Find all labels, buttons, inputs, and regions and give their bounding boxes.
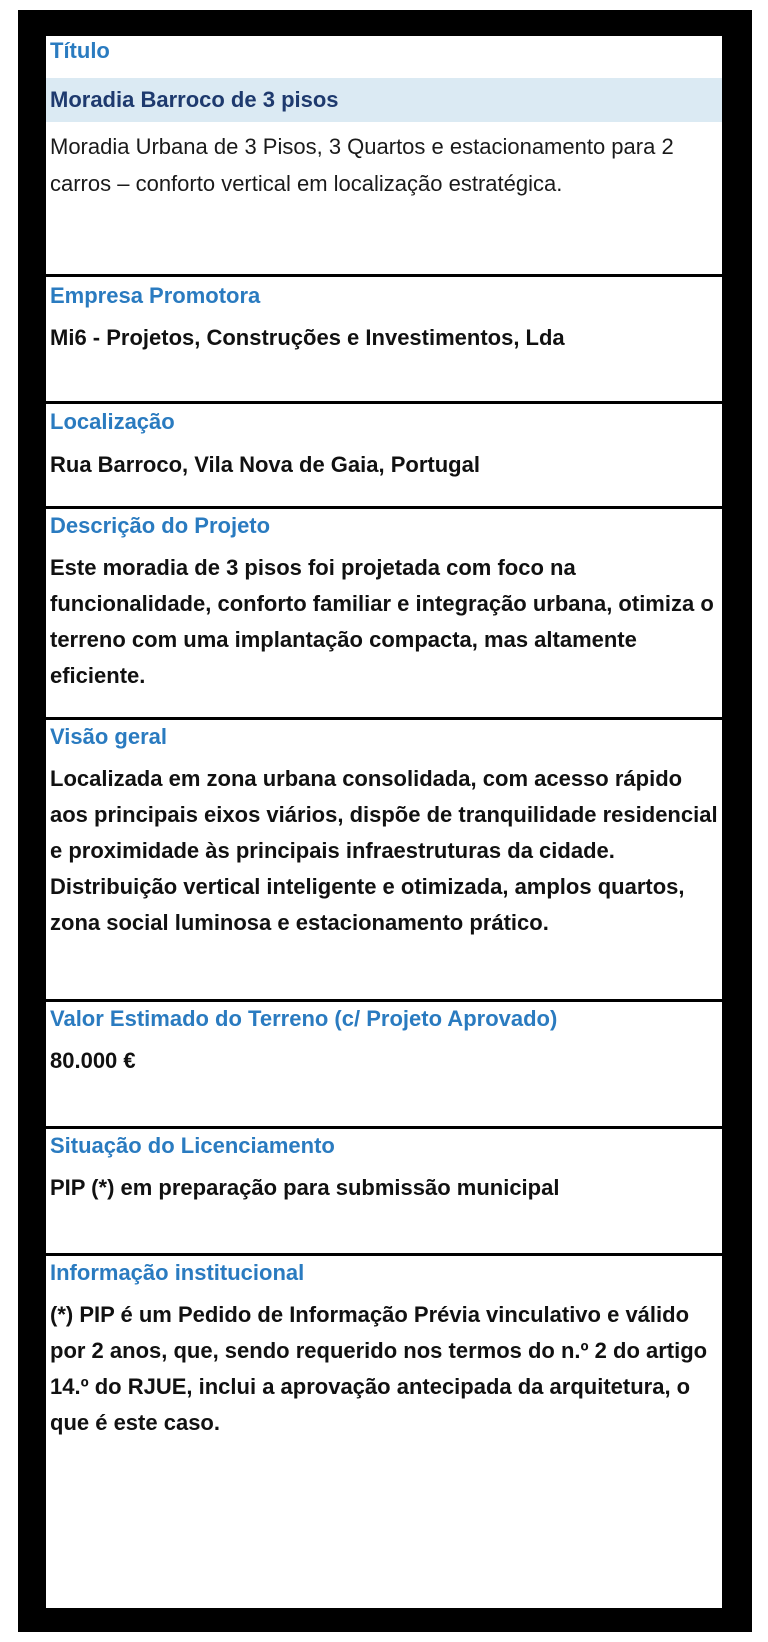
section-visao — [46, 720, 722, 999]
localizacao-value: Rua Barroco, Vila Nova de Gaia, Portugal — [50, 452, 480, 477]
property-sheet — [46, 36, 722, 1608]
empresa-label: Empresa Promotora — [50, 283, 261, 308]
localizacao-label: Localização — [50, 409, 175, 434]
section-valor — [46, 1002, 722, 1126]
section-titulo — [46, 36, 722, 274]
valor-value: 80.000 € — [50, 1048, 136, 1073]
empresa-value: Mi6 - Projetos, Construções e Investimentos, Lda — [50, 325, 565, 350]
valor-label: Valor Estimado do Terreno (c/ Projeto Aprovado) — [50, 1006, 558, 1031]
titulo-label: Título — [50, 38, 110, 63]
visao-label: Visão geral — [50, 724, 167, 749]
visao-value: Localizada em zona urbana consolidada, com acesso rápido aos principais eixos viários, dispõe de tranquilidade residencial e proximidade às principais infraestruturas da cidade. Distribuição vertical inteligente e otimizada, amplos quartos, zona social luminosa e estacionamento prático. — [50, 766, 718, 935]
section-empresa — [46, 277, 722, 401]
licenciamento-label: Situação do Licenciamento — [50, 1133, 335, 1158]
institucional-label: Informação institucional — [50, 1260, 305, 1285]
section-institucional — [46, 1256, 722, 1608]
property-title: Moradia Barroco de 3 pisos — [50, 87, 339, 112]
property-summary: Moradia Urbana de 3 Pisos, 3 Quartos e estacionamento para 2 carros – conforto vertical em localização estratégica. — [50, 134, 674, 196]
descricao-label: Descrição do Projeto — [50, 513, 271, 538]
section-localizacao — [46, 404, 722, 506]
institucional-value: (*) PIP é um Pedido de Informação Prévia vinculativo e válido por 2 anos, que, sendo requerido nos termos do n.º 2 do artigo 14.º do RJUE, inclui a aprovação antecipada da arquitetura, o que é este caso. — [50, 1302, 708, 1435]
descricao-value: Este moradia de 3 pisos foi projetada com foco na funcionalidade, conforto familiar e integração urbana, otimiza o terreno com uma implantação compacta, mas altamente eficiente. — [50, 555, 714, 688]
section-licenciamento — [46, 1129, 722, 1253]
licenciamento-value: PIP (*) em preparação para submissão municipal — [50, 1175, 560, 1200]
section-descricao — [46, 509, 722, 717]
title-band — [46, 78, 722, 122]
